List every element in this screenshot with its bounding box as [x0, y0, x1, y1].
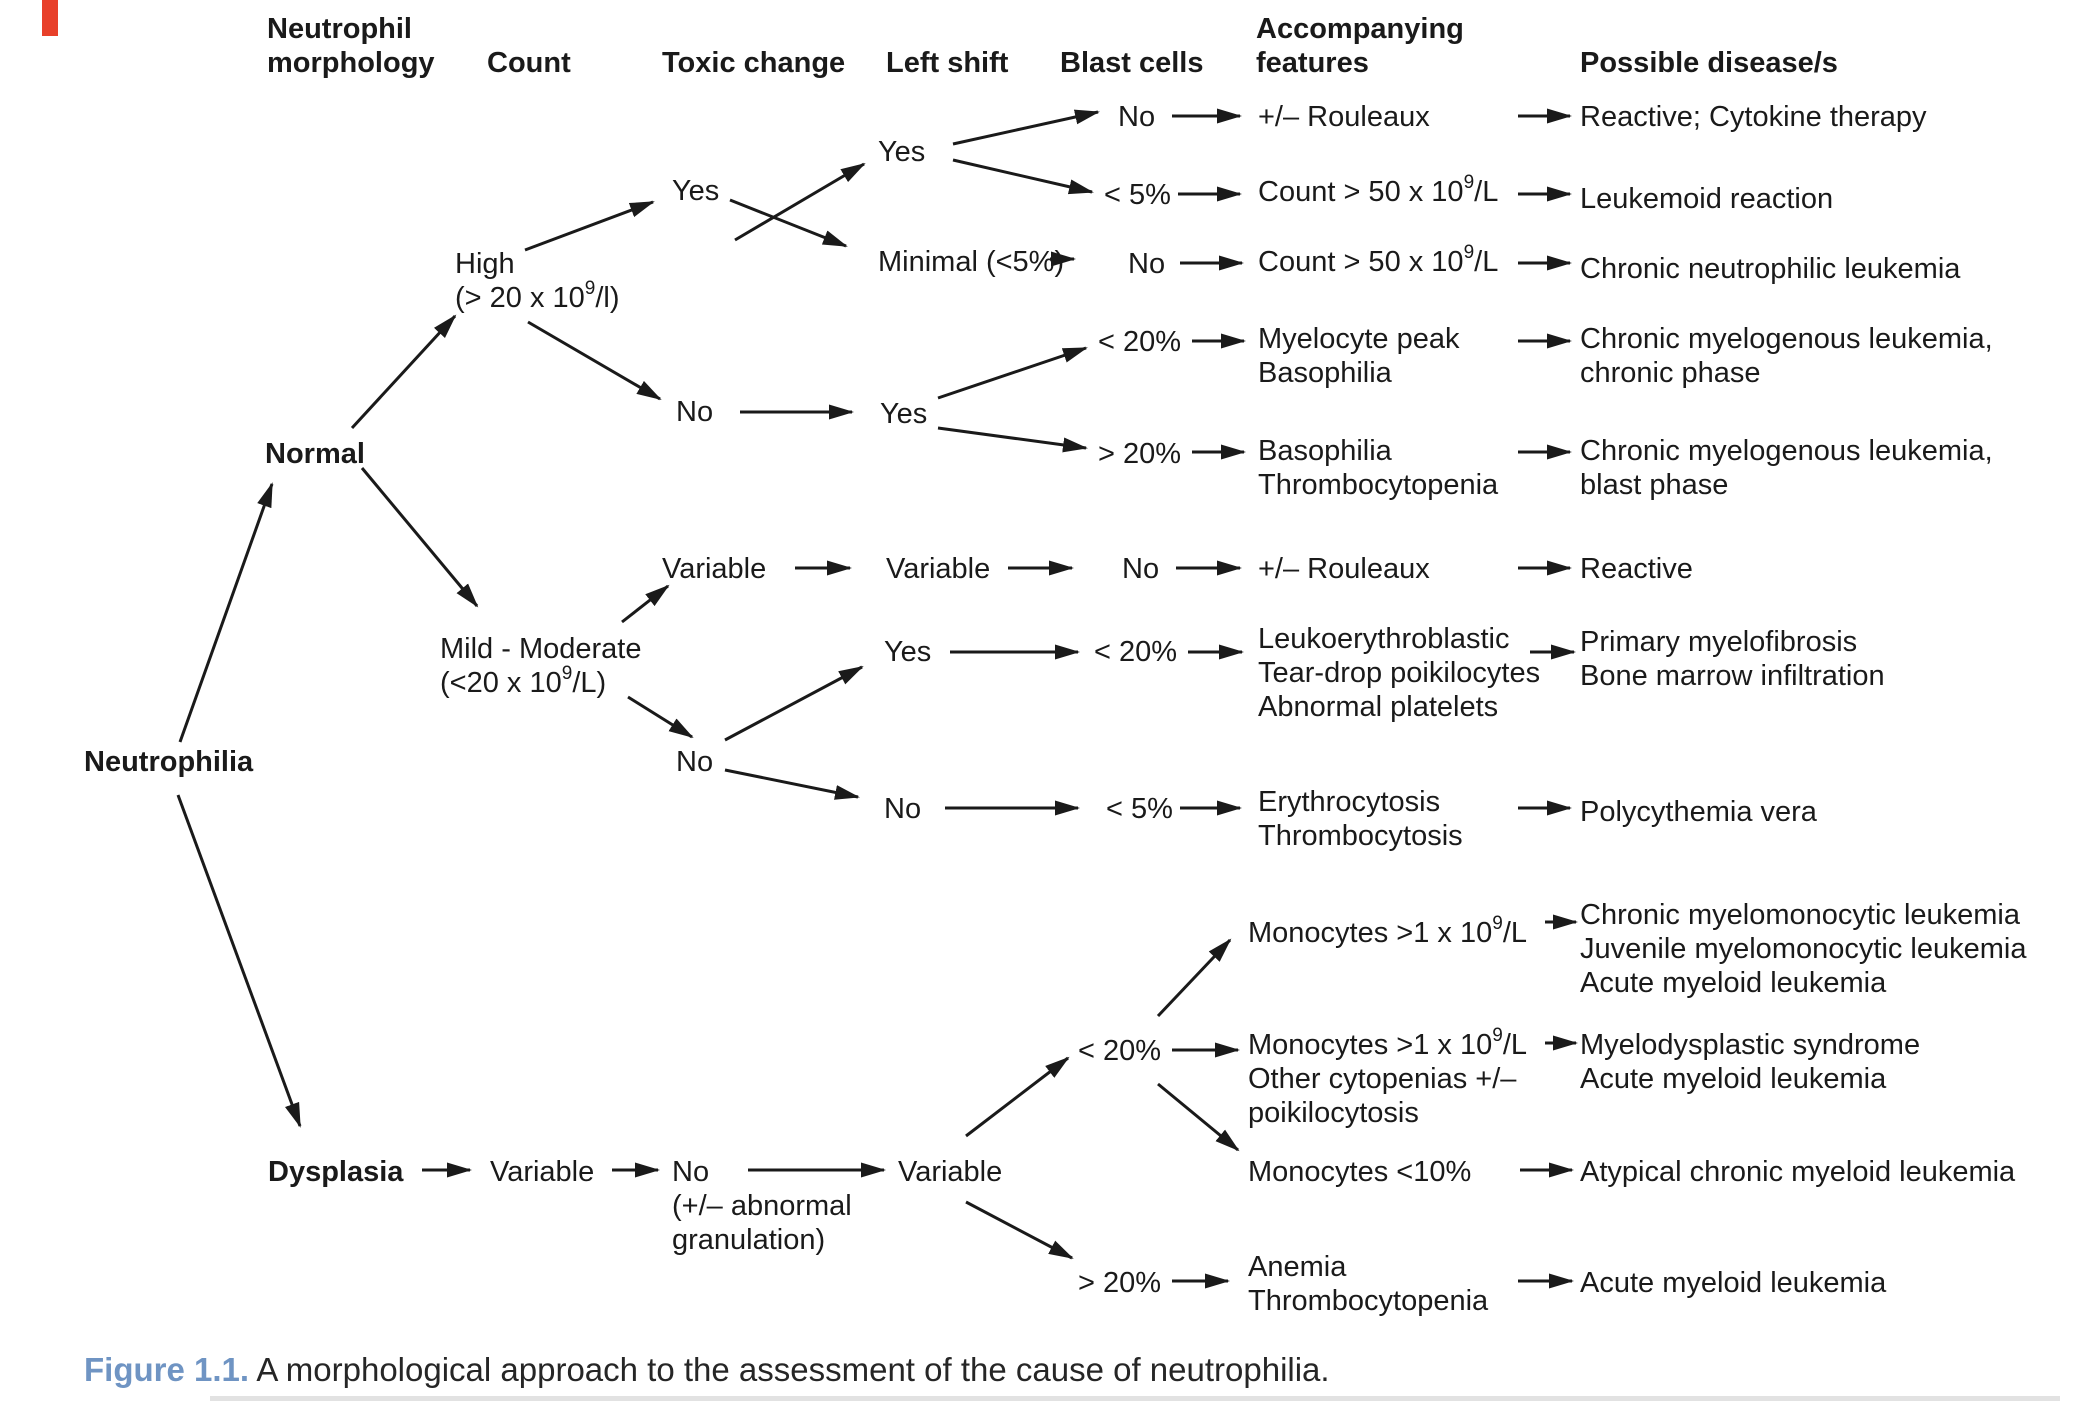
node-features-row2 [1258, 172, 1499, 209]
node-line: Chronic neutrophilic leukemia [1580, 253, 1961, 285]
node-morphology-dysplasia [268, 1155, 403, 1189]
node-disease-row6 [1580, 552, 1693, 586]
node-line: < 20% [1098, 326, 1182, 358]
node-leftshift-variable-mild [886, 552, 990, 586]
node-line: (> 20 x $10^9/l$) [455, 278, 620, 314]
node-blast-no-row1 [1118, 100, 1155, 134]
node-line: Erythrocytosis [1258, 786, 1441, 818]
node-line: Anemia [1248, 1251, 1347, 1283]
node-line: Yes [880, 398, 928, 430]
node-line: No [1128, 248, 1166, 280]
node-line: Yes [672, 175, 720, 207]
node-disease-row7 [1580, 625, 1885, 693]
header-blast-cells [1060, 46, 1203, 80]
flow-arrow [525, 202, 653, 250]
node-line: Count > 50 x $10^9/L$ [1258, 242, 1499, 278]
flow-arrow [966, 1058, 1068, 1136]
node-line: Leukoerythroblastic [1258, 623, 1510, 655]
node-line: < 5% [1106, 793, 1173, 825]
node-line: No [676, 396, 714, 428]
node-line: Normal [265, 438, 365, 470]
node-toxic-no-mild [676, 745, 713, 779]
node-features-row8 [1258, 785, 1463, 853]
node-leftshift-yes-high [880, 397, 927, 431]
node-line: No [1118, 101, 1156, 133]
node-line: Reactive [1580, 553, 1693, 585]
node-disease-row9 [1580, 898, 2026, 1000]
node-line: No [1122, 553, 1160, 585]
node-disease-row10 [1580, 1028, 1920, 1096]
node-line: Leukemoid reaction [1580, 183, 1834, 215]
node-line: Possible disease/s [1580, 47, 1838, 79]
header-neutrophil-morphology [267, 12, 435, 80]
node-line: Thrombocytosis [1258, 820, 1463, 852]
node-line: Toxic change [662, 47, 846, 79]
node-blast-gt20-row12 [1078, 1266, 1161, 1300]
header-toxic-change [662, 46, 845, 80]
header-possible-diseases [1580, 46, 1838, 80]
node-line: Chronic myelogenous leukemia, [1580, 435, 1993, 467]
node-disease-row3 [1580, 252, 1960, 286]
node-line: blast phase [1580, 469, 1729, 501]
figure-caption-label: Figure 1.1. [84, 1351, 250, 1388]
node-line: Acute myeloid leukemia [1580, 967, 1887, 999]
flow-arrow [1158, 1084, 1238, 1150]
node-disease-row8 [1580, 795, 1817, 829]
node-blast-lt20-row4 [1098, 325, 1181, 359]
node-line: Neutrophil [267, 13, 412, 45]
flow-arrow [725, 667, 862, 740]
node-line: Variable [490, 1156, 595, 1188]
node-line: +/– Rouleaux [1258, 553, 1430, 585]
node-count-mild-moderate [440, 632, 641, 700]
node-line: poikilocytosis [1248, 1097, 1419, 1129]
node-features-row7 [1258, 622, 1540, 724]
figure-caption-text: A morphological approach to the assessment of the cause of neutrophilia. [256, 1351, 1330, 1388]
node-line: Variable [886, 553, 991, 585]
node-line: Monocytes <10% [1248, 1156, 1472, 1188]
node-toxic-variable-mild [662, 552, 766, 586]
node-toxic-no-dysplasia [672, 1155, 852, 1257]
node-line: No [672, 1156, 710, 1188]
node-blast-gt20-row5 [1098, 437, 1181, 471]
node-line: Reactive; Cytokine therapy [1580, 101, 1927, 133]
flow-arrow [1158, 940, 1230, 1016]
node-line: Mild - Moderate [440, 633, 642, 665]
node-features-row5 [1258, 434, 1498, 502]
node-line: Accompanying [1256, 13, 1464, 45]
node-line: < 5% [1104, 179, 1171, 211]
node-blast-lt5-row2 [1104, 178, 1171, 212]
flow-arrow [528, 322, 660, 399]
node-line: Basophilia [1258, 435, 1392, 467]
node-features-row4 [1258, 322, 1460, 390]
node-line: Variable [898, 1156, 1003, 1188]
node-leftshift-yes-top [878, 135, 925, 169]
superscript-exponent: 9 [1463, 242, 1475, 264]
superscript-exponent: 9 [1463, 172, 1475, 194]
node-line: Thrombocytopenia [1248, 1285, 1489, 1317]
node-blast-lt5-row8 [1106, 792, 1173, 826]
node-line: Primary myelofibrosis [1580, 626, 1858, 658]
node-line: Count > 50 x $10^9/L$ [1258, 172, 1499, 208]
node-features-row3 [1258, 242, 1499, 279]
node-line: Thrombocytopenia [1258, 469, 1499, 501]
node-line: chronic phase [1580, 357, 1761, 389]
node-leftshift-no-mild [884, 792, 921, 826]
node-line: Neutrophilia [84, 746, 254, 778]
node-line: Basophilia [1258, 357, 1392, 389]
node-line: Bone marrow infiltration [1580, 660, 1885, 692]
node-disease-row2 [1580, 182, 1833, 216]
node-root-neutrophilia [84, 745, 253, 779]
node-count-high [455, 247, 620, 315]
node-count-variable [490, 1155, 594, 1189]
node-disease-row4 [1580, 322, 1993, 390]
node-line: Atypical chronic myeloid leukemia [1580, 1156, 2016, 1188]
node-features-row9 [1248, 913, 1527, 950]
flow-arrow [725, 770, 858, 797]
node-line: Variable [662, 553, 767, 585]
node-blast-no-row3 [1128, 247, 1165, 281]
node-line: Chronic myelomonocytic leukemia [1580, 899, 2020, 931]
flow-arrow [953, 160, 1092, 192]
node-line: > 20% [1078, 1267, 1162, 1299]
node-toxic-no-high [676, 395, 713, 429]
flow-arrow [352, 316, 455, 428]
node-features-row12 [1248, 1250, 1488, 1318]
node-features-row11 [1248, 1155, 1471, 1189]
node-leftshift-variable-dys [898, 1155, 1002, 1189]
node-toxic-yes-high [672, 174, 719, 208]
flow-arrow [362, 468, 477, 606]
header-left-shift [886, 46, 1008, 80]
node-line: Blast cells [1060, 47, 1204, 79]
node-line: +/– Rouleaux [1258, 101, 1430, 133]
node-blast-lt20-row10 [1078, 1034, 1161, 1068]
node-line: Juvenile myelomonocytic leukemia [1580, 933, 2027, 965]
flow-arrow [180, 484, 272, 742]
node-line: Count [487, 47, 571, 79]
header-count [487, 46, 571, 80]
node-line: < 20% [1078, 1035, 1162, 1067]
flow-arrow [178, 795, 300, 1126]
node-line: Minimal (<5%) [878, 246, 1065, 278]
node-line: Myelodysplastic syndrome [1580, 1029, 1921, 1061]
node-line: Left shift [886, 47, 1009, 79]
node-line: Monocytes >1 x $10^9/L$ [1248, 1025, 1527, 1061]
node-blast-no-row6 [1122, 552, 1159, 586]
node-line: < 20% [1094, 636, 1178, 668]
node-blast-lt20-row7 [1094, 635, 1177, 669]
node-features-row10 [1248, 1025, 1527, 1130]
flow-arrow [938, 348, 1086, 398]
flow-arrow [938, 428, 1086, 448]
node-disease-row12 [1580, 1266, 1886, 1300]
node-line: (+/– abnormal [672, 1190, 852, 1222]
node-leftshift-yes-mild [884, 635, 931, 669]
node-morphology-normal [265, 437, 365, 471]
superscript-exponent: 9 [1492, 1025, 1503, 1047]
node-line: Acute myeloid leukemia [1580, 1267, 1887, 1299]
node-line: Other cytopenias +/– [1248, 1063, 1517, 1095]
node-line: morphology [267, 47, 435, 79]
node-line: Polycythemia vera [1580, 796, 1817, 828]
node-line: High [455, 248, 515, 280]
node-line: > 20% [1098, 438, 1182, 470]
node-line: features [1256, 47, 1369, 79]
superscript-exponent: 9 [561, 663, 573, 685]
node-disease-row11 [1580, 1155, 2015, 1189]
flow-arrow [622, 586, 668, 622]
node-line: No [676, 746, 714, 778]
node-leftshift-minimal [878, 245, 1064, 279]
superscript-exponent: 9 [1492, 913, 1503, 935]
header-accompanying-features [1256, 12, 1464, 80]
node-disease-row5 [1580, 434, 1993, 502]
node-line: Acute myeloid leukemia [1580, 1063, 1887, 1095]
node-line: Monocytes >1 x $10^9/L$ [1248, 913, 1527, 949]
node-features-row6 [1258, 552, 1430, 586]
node-disease-row1 [1580, 100, 1927, 134]
flow-arrow [966, 1202, 1072, 1258]
node-line: Yes [878, 136, 926, 168]
figure-caption [84, 1350, 1330, 1390]
node-line: Abnormal platelets [1258, 691, 1499, 723]
node-line: No [884, 793, 922, 825]
flow-arrow [953, 112, 1098, 144]
node-line: Myelocyte peak [1258, 323, 1460, 355]
node-line: (<20 x $10^9/L$) [440, 663, 607, 699]
node-line: Tear-drop poikilocytes [1258, 657, 1541, 689]
node-features-row1 [1258, 100, 1430, 134]
superscript-exponent: 9 [584, 278, 596, 300]
flow-arrow [730, 200, 846, 246]
node-line: Dysplasia [268, 1156, 404, 1188]
node-line: Yes [884, 636, 932, 668]
flow-arrow [628, 697, 692, 737]
page-edge-shadow [210, 1396, 2060, 1401]
node-line: granulation) [672, 1224, 826, 1256]
node-line: Chronic myelogenous leukemia, [1580, 323, 1993, 355]
